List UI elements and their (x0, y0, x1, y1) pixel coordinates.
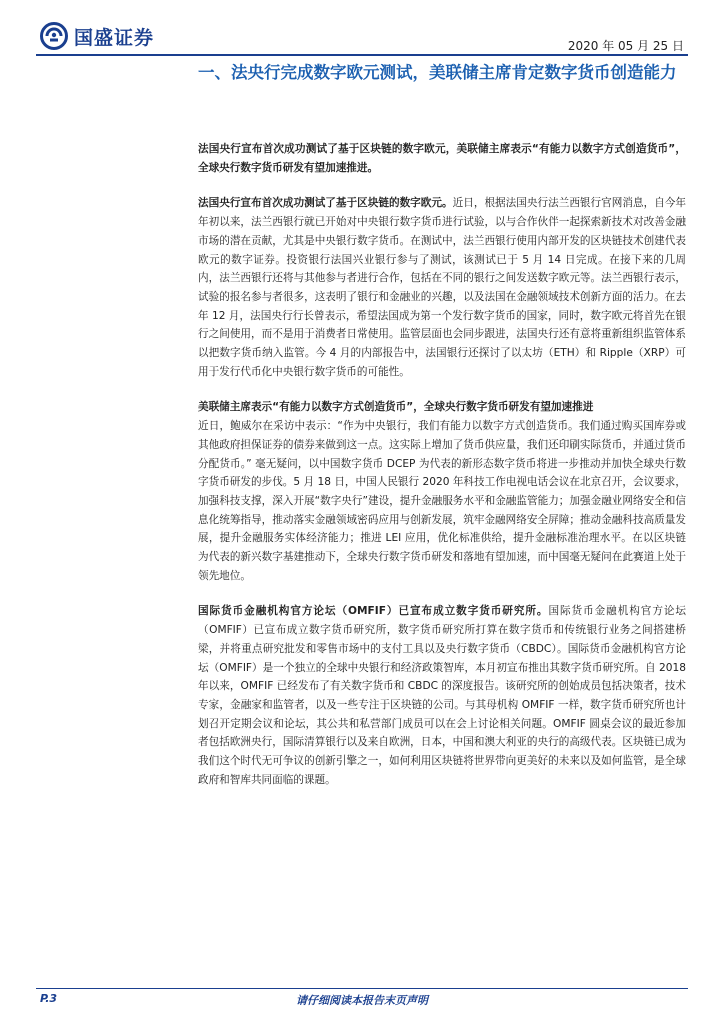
footer-divider (36, 988, 688, 989)
paragraph-text: 近日，鲍威尔在采访中表示：“作为中央银行，我们有能力以数字方式创造货币。我们通过购买国库券或其他政府担保证券的债券来做到这一点。这实际上增加了货币供应量，我们还印刷实际货币，并通过货币分配货币。” 毫无疑问，以中国数字货币 DCEP 为代表的新形态数字货币将进一步推动并加快全球央行数字货币研发的步伐。5 月 18 日，中国人民银行 2020 年科技工作电视电话会议在北京召开，会议要求，加强科技支撑，深入开展“数字央行”建设，提升金融服务水平和金融监管能力；加强金融业网络安全和信息化统筹指导，推动落实金融领域密码应用与创新发展，筑牢金融网络安全屏障；推动金融科技高质量发展，提升金融服务实体经济能力；推进 LEI 应用，优化标准供给，提升金融标准治理水平。在以区块链为代表的新兴数字基建推动下，全球央行数字货币研发和落地有望加速，而中国毫无疑问在此赛道上处于领先地位。 (198, 420, 686, 582)
paragraph-text: 国际货币金融机构官方论坛（OMFIF）已宣布成立数字货币研究所，数字货币研究所打算在数字货币和传统银行业务之间搭建桥梁，并将重点研究批发和零售市场中的支付工具以及央行数字货币（CBDC）。国际货币金融机构官方论坛（OMFIF）是一个独立的全球中央银行和经济政策智库，本月初宣布推出其数字货币研究所。自 2018 年以来，OMFIF 已经发布了有关数字货币和 CBDC 的深度报告。该研究所的创始成员包括决策者，技术专家，金融家和监管者，以及一些专注于区块链的公司。与其母机构 OMFIF 一样，数字货币研究所也计划召开定期会议和论坛，其公共和私营部门成员可以在会上讨论相关问题。OMFIF 圆桌会议的最近参加者包括欧洲央行，国际清算银行以及来自欧洲，日本，中国和澳大利亚的央行的高级代表。区块链已成为我们这个时代无可争议的创新引擎之一，如何利用区块链将世界带向更美好的未来以及如何监管，是全球政府和智库共同面临的课题。 (198, 605, 686, 786)
paragraph-fed-digital-currency (198, 398, 686, 585)
company-logo-icon (40, 22, 68, 50)
company-logo (40, 22, 154, 50)
page-header (0, 0, 724, 60)
logo-text: 国盛证券 (74, 26, 155, 49)
report-body (198, 140, 686, 807)
page-number: P.3 (40, 992, 58, 1005)
paragraph-france-digital-euro (198, 194, 686, 381)
report-date: 2020 年 05 月 25 日 (567, 39, 684, 53)
summary-paragraph: 法国央行宣布首次成功测试了基于区块链的数字欧元，美联储主席表示“有能力以数字方式创造货币”，全球央行数字货币研发有望加速推进。 (198, 143, 686, 174)
paragraph-lead: 法国央行宣布首次成功测试了基于区块链的数字欧元。 (198, 197, 453, 210)
paragraph-lead: 国际货币金融机构官方论坛（OMFIF）已宣布成立数字货币研究所。 (198, 605, 549, 618)
header-divider (36, 54, 688, 56)
section-title: 一、法央行完成数字欧元测试，美联储主席肯定数字货币创造能力 (198, 63, 677, 82)
paragraph-lead: 美联储主席表示“有能力以数字方式创造货币”，全球央行数字货币研发有望加速推进 (198, 401, 594, 414)
paragraph-text: 近日，根据法国央行法兰西银行官网消息，自今年年初以来，法兰西银行就已开始对中央银行数字货币进行试验，以与合作伙伴一起探索新技术对改善金融市场的潜在贡献，尤其是中央银行数字货币。在测试中，法兰西银行使用内部开发的区块链技术创建代表欧元的数字证券。投资银行法国兴业银行参与了测试，该测试已于 5 月 14 日完成。在接下来的几周内，法兰西银行还将与其他参与者进行合作，包括在不同的银行之间发送数字欧元等。法兰西银行表示，试验的报名参与者很多，这表明了银行和金融业的兴趣，以及法国在金融领域技术创新方面的活力。在去年 12 月，法国央行行长曾表示，希望法国成为第一个发行数字货币的国家，同时，数字欧元将首先在银行之间使用，而不是用于消费者日常使用。监管层面也会同步跟进，法国央行还有意将重新组织监管体系以把数字货币纳入监管。今 4 月的内部报告中，法国银行还探讨了以太坊（ETH）和 Ripple（XRP）可用于发行代币化中央银行数字货币的可能性。 (198, 197, 687, 378)
footer-disclaimer: 请仔细阅读本报告末页声明 (296, 994, 428, 1007)
paragraph-omfif-institute (198, 602, 686, 789)
